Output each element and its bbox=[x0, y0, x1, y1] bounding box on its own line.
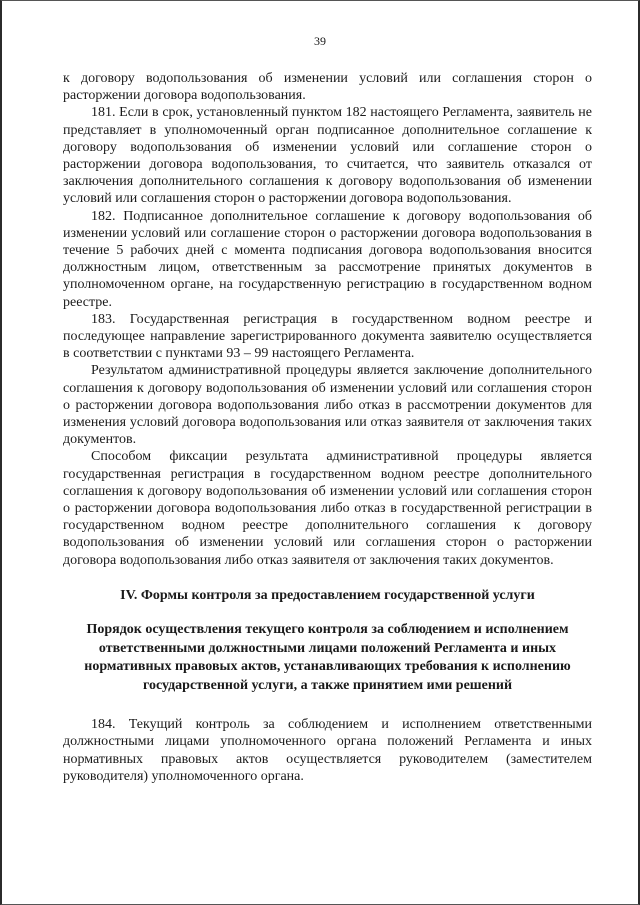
paragraph-result: Результатом административной процедуры является заключение дополнительного соглашения к договору водопользования об изменении условий или соглашения сторон о расторжении договора водопользования либо отказ в рассмотрении документов для изменения условий договора водопользования или отказ заявителя от заключения таких документов. bbox=[63, 363, 592, 448]
paragraph-continuation: к договору водопользования об изменении условий или соглашения сторон о расторжении договора водопользования. bbox=[63, 71, 592, 104]
paragraph-182: 182. Подписанное дополнительное соглашение к договору водопользования об изменении условий или соглашение сторон о расторжении договора водопользования в течение 5 рабочих дней с момента подписания договора водопользования вносится должностным лицом, ответственным за рассмотрение принятых документов в уполномоченном органе, на государственную регистрацию в государственном водном реестре. bbox=[63, 208, 592, 310]
subsection-heading: Порядок осуществления текущего контроля за соблюдением и исполнением ответственными должностными лицами положений Регламента и иных нормативных правовых актов, устанавливающих требования к исполнению государственной услуги, а также принятием ими решений bbox=[84, 622, 571, 693]
paragraph-184: 184. Текущий контроль за соблюдением и исполнением ответственными должностными лицами уполномоченного органа положений Регламента и иных нормативных правовых актов осуществляется руководителем (заместителем руководителя) уполномоченного органа. bbox=[63, 717, 592, 784]
paragraph-183: 183. Государственная регистрация в государственном водном реестре и последующее направление зарегистрированного документа заявителю осуществляется в соответствии с пунктами 93 – 99 настоящего Регламента. bbox=[63, 311, 592, 362]
paragraph-181: 181. Если в срок, установленный пунктом 182 настоящего Регламента, заявитель не представляет в уполномоченный орган подписанное дополнительное соглашение к договору водопользования об изменении условий или соглашение сторон о расторжении договора водопользования, то считается, что заявитель отказался от заключения дополнительного соглашения к договору водопользования об изменении условий или соглашения сторон о расторжении договора водопользования. bbox=[63, 105, 592, 207]
section-heading: IV. Формы контроля за предоставлением государственной услуги bbox=[120, 587, 535, 603]
paragraph-fixation: Способом фиксации результата административной процедуры является государственная регистрация в государственном водном реестре дополнительного соглашения к договору водопользования об изменении условий или соглашения сторон о расторжении договора водопользования либо отказ в государственной регистрации в государственном водном реестре дополнительного соглашения к договору водопользования об изменении условий или соглашения сторон о расторжении договора водопользования либо отказ заявителя от заключения таких документов. bbox=[63, 449, 592, 568]
document-body bbox=[63, 70, 592, 785]
page-number: 39 bbox=[314, 34, 326, 48]
